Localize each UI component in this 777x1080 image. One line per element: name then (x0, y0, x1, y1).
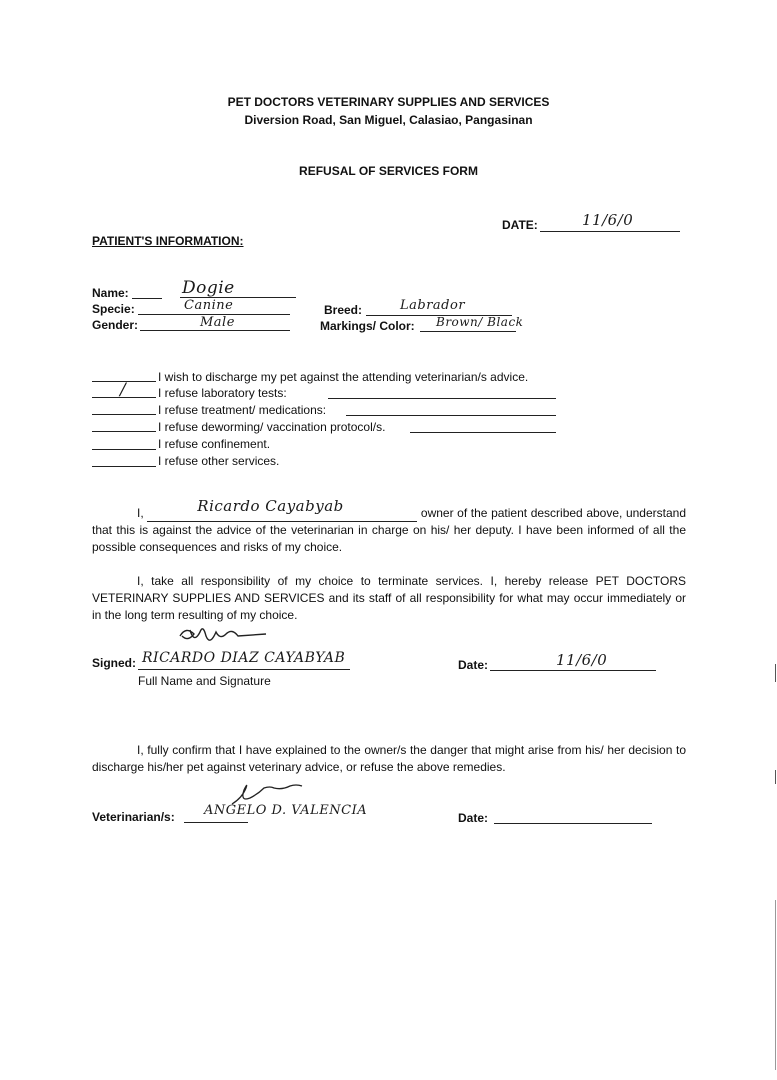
signed-line (138, 669, 350, 670)
company-address: Diversion Road, San Miguel, Calasiao, Pangasinan (244, 113, 533, 127)
markings-value: Brown/ Black (436, 315, 524, 329)
scan-edge-mark (775, 900, 776, 1070)
date-label: DATE: (502, 218, 538, 232)
vet-label: Veterinarian/s: (92, 810, 175, 824)
statement-part1: owner of the patient described above, understand that this is against the advice of the veterinarian in charge on his/ her deputy. I have been informed of all the possible consequences and risks of my choice. (92, 506, 686, 554)
scan-edge-mark (775, 664, 776, 682)
option-other: I refuse other services. (158, 454, 280, 468)
owner-statement (92, 497, 686, 556)
gender-label: Gender: (92, 318, 139, 332)
option-blank (92, 449, 156, 450)
option-confinement: I refuse confinement. (158, 437, 271, 451)
signed-date-label: Date: (458, 658, 489, 672)
option-discharge: I wish to discharge my pet against the attending veterinarian/s advice. (158, 370, 529, 384)
vet-statement-text: I, fully confirm that I have explained to the owner/s the danger that might arise from his/ her decision to discharge his/her pet against veterinary advice, or refuse the above remedies. (92, 743, 686, 774)
option-detail-line (410, 432, 556, 433)
specie-label: Specie: (92, 302, 135, 316)
check-mark: / (120, 380, 127, 400)
specie-value: Canine (184, 298, 234, 313)
option-deworming: I refuse deworming/ vaccination protocol/s. (158, 420, 386, 434)
patient-section-title: PATIENT'S INFORMATION: (92, 234, 244, 248)
vet-date-label: Date: (458, 811, 489, 825)
option-laboratory: I refuse laboratory tests: (158, 386, 287, 400)
vet-date-line (494, 823, 652, 824)
option-detail-line (328, 398, 556, 399)
markings-line (420, 331, 516, 332)
scan-edge-mark (775, 770, 776, 784)
option-blank (92, 431, 156, 432)
date-line (540, 231, 680, 232)
signed-caption: Full Name and Signature (138, 674, 271, 688)
breed-value: Labrador (400, 298, 466, 313)
signed-label: Signed: (92, 656, 136, 670)
markings-label: Markings/ Color: (320, 319, 415, 333)
option-treatment: I refuse treatment/ medications: (158, 403, 327, 417)
gender-value: Male (200, 315, 235, 330)
vet-statement (92, 742, 686, 776)
signed-value: RICARDO DIAZ CAYABYAB (142, 650, 346, 666)
form-title: REFUSAL OF SERVICES FORM (299, 164, 478, 178)
option-detail-line (346, 415, 556, 416)
statement-part2: I, take all responsibility of my choice to terminate services. I, hereby release PET DOCTORS VETERINARY SUPPLIES AND SERVICES and its staff of all responsibility for what may occur immediately or in the long term resulting of my choice. (92, 574, 686, 622)
signed-date-line (490, 670, 656, 671)
vet-value: ANGELO D. VALENCIA (204, 803, 368, 818)
option-blank (92, 414, 156, 415)
vet-line-a (184, 822, 248, 823)
responsibility-statement (92, 573, 686, 624)
owner-name-value: Ricardo Cayabyab (197, 497, 344, 515)
signed-date-value: 11/6/0 (556, 651, 608, 669)
date-value: 11/6/0 (582, 211, 634, 229)
gender-line (140, 330, 290, 331)
statement-prefix: I, (137, 506, 144, 520)
owner-name-line (147, 497, 417, 522)
name-line-a (132, 298, 162, 299)
breed-label: Breed: (324, 303, 363, 317)
option-blank (92, 466, 156, 467)
name-value: Dogie (182, 278, 235, 298)
name-label: Name: (92, 286, 129, 300)
owner-signature (172, 622, 272, 652)
company-name: PET DOCTORS VETERINARY SUPPLIES AND SERVICES (227, 95, 550, 109)
